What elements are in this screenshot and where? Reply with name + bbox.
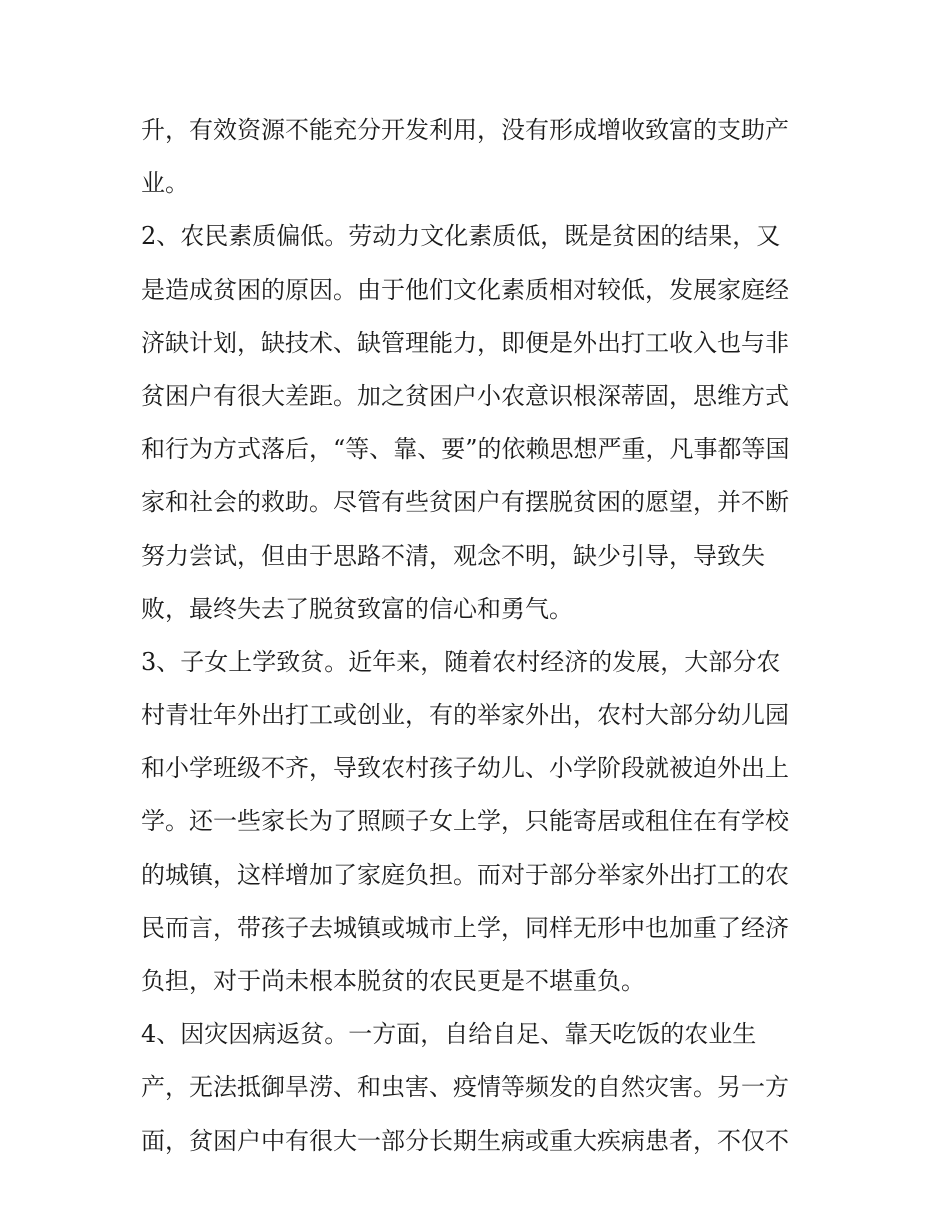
text-line-1: 升，有效资源不能充分开发利用，没有形成增收致富的支助产 — [141, 116, 789, 144]
text-line-9: 努力尝试，但由于思路不清，观念不明，缺少引导，导致失 — [141, 541, 765, 570]
text-line-20: 面，贫困户中有很大一部分长期生病或重大疾病患者，不仅不 — [141, 1126, 789, 1155]
text-line-5: 济缺计划，缺技术、缺管理能力，即便是外出打工收入也与非 — [141, 328, 789, 357]
text-line-11: 3、子女上学致贫。近年来，随着农村经济的发展，大部分农 — [141, 647, 781, 676]
text-line-16: 民而言，带孩子去城镇或城市上学，同样无形中也加重了经济 — [141, 913, 789, 942]
text-line-3: 2、农民素质偏低。劳动力文化素质低，既是贫困的结果，又 — [141, 222, 781, 251]
body-text — [141, 104, 821, 1168]
text-line-18: 4、因灾因病返贫。一方面，自给自足、靠天吃饭的农业生 — [141, 1020, 757, 1049]
text-line-8: 家和社会的救助。尽管有些贫困户有摆脱贫困的愿望，并不断 — [141, 488, 789, 517]
text-line-17: 负担，对于尚未根本脱贫的农民更是不堪重负。 — [141, 967, 645, 995]
text-line-6: 贫困户有很大差距。加之贫困户小农意识根深蒂固，思维方式 — [141, 381, 789, 410]
text-line-14: 学。还一些家长为了照顾子女上学，只能寄居或租住在有学校 — [141, 807, 789, 836]
text-line-12: 村青壮年外出打工或创业，有的举家外出，农村大部分幼儿园 — [141, 701, 789, 730]
text-line-7: 和行为方式落后，“等、靠、要”的依赖思想严重，凡事都等国 — [141, 435, 790, 464]
text-line-2: 业。 — [141, 169, 189, 198]
text-line-10: 败，最终失去了脱贫致富的信心和勇气。 — [141, 594, 573, 623]
text-line-13: 和小学班级不齐，导致农村孩子幼儿、小学阶段就被迫外出上 — [141, 754, 789, 783]
text-line-4: 是造成贫困的原因。由于他们文化素质相对较低，发展家庭经 — [141, 275, 789, 304]
text-line-19: 产，无法抵御旱涝、和虫害、疫情等频发的自然灾害。另一方 — [141, 1073, 789, 1102]
text-line-15: 的城镇，这样增加了家庭负担。而对于部分举家外出打工的农 — [141, 860, 789, 889]
